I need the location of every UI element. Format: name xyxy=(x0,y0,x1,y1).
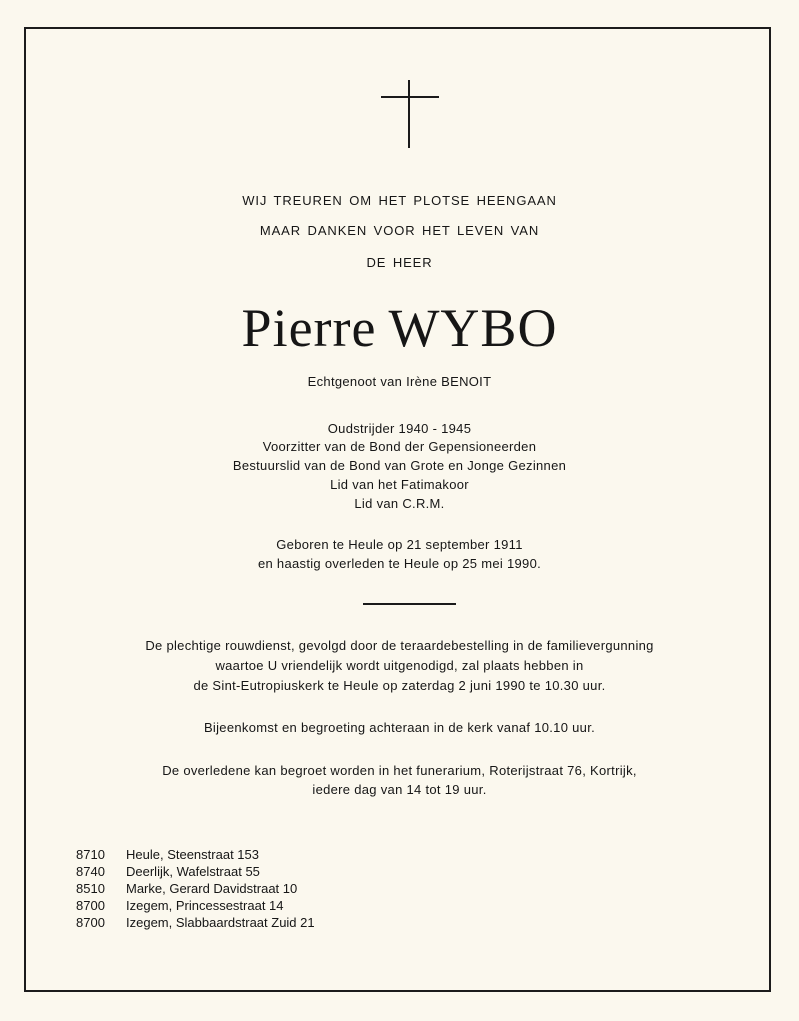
divider xyxy=(363,603,456,605)
role-item: Lid van C.R.M. xyxy=(354,496,445,511)
service-line-2: waartoe U vriendelijk wordt uitgenodigd, zal plaats hebben in xyxy=(215,658,584,673)
death-line: en haastig overleden te Heule op 25 mei 1990. xyxy=(257,556,542,571)
address-row xyxy=(76,863,476,881)
birth-line: Geboren te Heule op 21 september 1911 xyxy=(276,537,523,552)
service-line-3: de Sint-Eutropiuskerk te Heule op zaterdag 2 juni 1990 te 10.30 uur. xyxy=(193,678,606,693)
header-line-3: DE HEER xyxy=(366,255,433,270)
postal-code: 8700 xyxy=(76,898,105,913)
viewing-line-2: iedere dag van 14 tot 19 uur. xyxy=(312,782,487,797)
postal-code: 8700 xyxy=(76,915,105,930)
cross-icon xyxy=(381,80,439,148)
postal-code: 8740 xyxy=(76,864,105,879)
viewing-line-1: De overledene kan begroet worden in het funerarium, Roterijstraat 76, Kortrijk, xyxy=(162,763,637,778)
address-row xyxy=(76,914,476,932)
spouse-line: Echtgenoot van Irène BENOIT xyxy=(307,374,492,389)
header-line-2: MAAR DANKEN VOOR HET LEVEN VAN xyxy=(259,223,540,238)
last-name: WYBO xyxy=(388,298,558,358)
header-line-1: WIJ TREUREN OM HET PLOTSE HEENGAAN xyxy=(242,193,557,208)
address-text: Marke, Gerard Davidstraat 10 xyxy=(126,881,298,896)
service-line-1: De plechtige rouwdienst, gevolgd door de teraardebestelling in de familievergunning xyxy=(145,638,654,653)
role-item: Bestuurslid van de Bond van Grote en Jonge Gezinnen xyxy=(232,458,567,473)
first-name: Pierre xyxy=(241,298,377,358)
role-item: Voorzitter van de Bond der Gepensioneerden xyxy=(262,439,537,454)
role-item: Lid van het Fatimakoor xyxy=(330,477,469,492)
postal-code: 8510 xyxy=(76,881,105,896)
address-text: Izegem, Slabbaardstraat Zuid 21 xyxy=(126,915,315,930)
address-row xyxy=(76,880,476,898)
role-item: Oudstrijder 1940 - 1945 xyxy=(327,421,472,436)
address-text: Heule, Steenstraat 153 xyxy=(126,847,259,862)
address-row xyxy=(76,846,476,864)
address-row xyxy=(76,897,476,915)
gathering-line: Bijeenkomst en begroeting achteraan in de kerk vanaf 10.10 uur. xyxy=(203,720,596,735)
postal-code: 8710 xyxy=(76,847,105,862)
deceased-name xyxy=(0,297,799,359)
address-text: Izegem, Princessestraat 14 xyxy=(126,898,284,913)
address-text: Deerlijk, Wafelstraat 55 xyxy=(126,864,260,879)
